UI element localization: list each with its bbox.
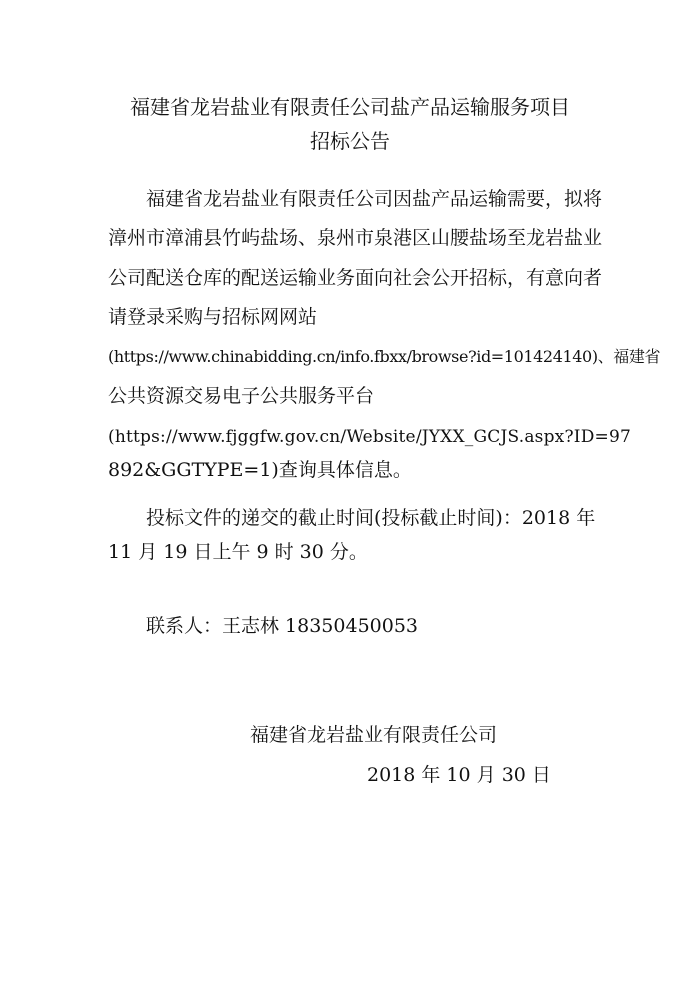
document-subtitle: 招标公告 — [310, 129, 390, 153]
body-line-8: 892&GGTYPE=1)查询具体信息。 — [108, 459, 412, 481]
deadline-line-1: 投标文件的递交的截止时间(投标截止时间)：2018 年 — [146, 507, 596, 529]
document-title: 福建省龙岩盐业有限责任公司盐产品运输服务项目 — [130, 95, 570, 119]
contact-line: 联系人：王志林 18350450053 — [146, 615, 419, 637]
body-line-7-url: (https://www.fjggfw.gov.cn/Website/JYXX_GCJS.aspx?ID=97 — [108, 427, 632, 447]
footer-organization: 福建省龙岩盐业有限责任公司 — [250, 724, 498, 746]
body-line-2: 漳州市漳浦县竹屿盐场、泉州市泉港区山腰盐场至龙岩盐业 — [108, 227, 603, 249]
body-line-6: 公共资源交易电子公共服务平台 — [108, 385, 375, 407]
deadline-line-2: 11 月 19 日上午 9 时 30 分。 — [108, 541, 368, 563]
body-line-4: 请登录采购与招标网网站 — [108, 306, 318, 328]
body-line-1: 福建省龙岩盐业有限责任公司因盐产品运输需要，拟将 — [146, 188, 603, 210]
body-line-5-url: (https://www.chinabidding.cn/info.fbxx/browse?id=101424140)、福建省 — [108, 347, 661, 366]
footer-date: 2018 年 10 月 30 日 — [367, 764, 551, 786]
body-line-3: 公司配送仓库的配送运输业务面向社会公开招标，有意向者 — [108, 267, 603, 289]
